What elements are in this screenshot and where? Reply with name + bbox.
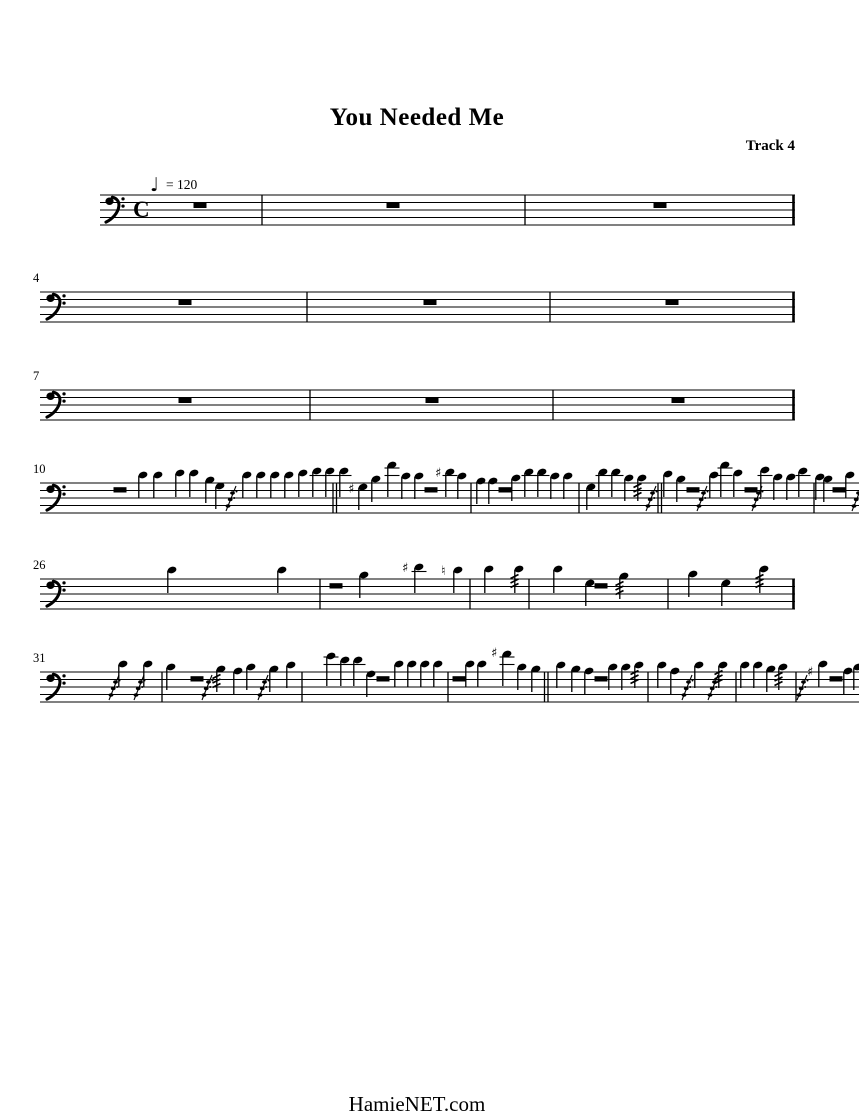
svg-text:7: 7 — [33, 369, 40, 383]
svg-text:♯: ♯ — [807, 664, 814, 680]
svg-text:♮: ♮ — [441, 563, 446, 579]
svg-text:10: 10 — [33, 462, 46, 476]
system-6 — [33, 646, 859, 702]
svg-text:♯: ♯ — [402, 560, 409, 576]
track-label: Track 4 — [745, 138, 795, 154]
svg-text:4: 4 — [33, 271, 40, 285]
svg-text:31: 31 — [33, 651, 46, 665]
system-2 — [33, 271, 795, 322]
svg-text:♯: ♯ — [491, 645, 498, 661]
svg-text:♯: ♯ — [348, 481, 355, 497]
system-5 — [33, 558, 795, 609]
system-4 — [33, 461, 859, 513]
system-3 — [33, 369, 795, 420]
song-title: You Needed Me — [329, 104, 505, 131]
svg-text:= 120: = 120 — [166, 177, 198, 192]
system-1 — [100, 174, 795, 225]
svg-text:C: C — [133, 197, 150, 222]
svg-text:26: 26 — [33, 558, 46, 572]
svg-text:♯: ♯ — [435, 465, 442, 481]
site-watermark: HamieNET.com — [348, 1092, 486, 1116]
svg-text:♩: ♩ — [150, 174, 159, 196]
